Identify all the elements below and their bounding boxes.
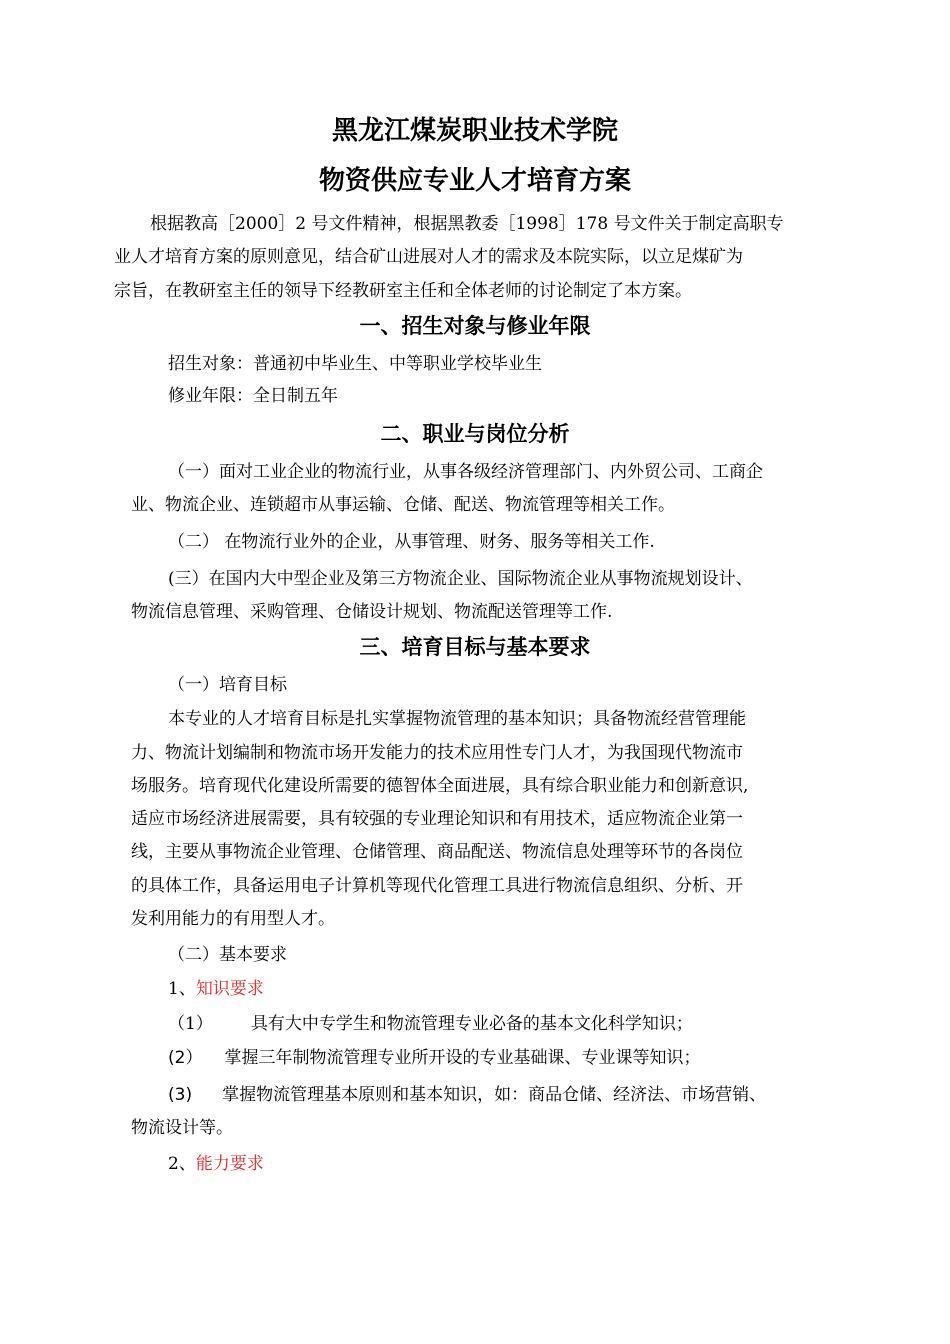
knowledge-item-text: 具有大中专学生和物流管理专业必备的基本文化科学知识； xyxy=(250,1014,693,1034)
knowledge-item-3 xyxy=(168,1082,766,1108)
goal-label: （一）培育目标 xyxy=(168,675,287,695)
knowledge-item-text: 掌握物流管理基本原则和基本知识，如：商品仓储、经济法、市场营销、 xyxy=(222,1085,767,1105)
knowledge-item-num: （1） xyxy=(168,1014,213,1034)
career-item-3-cont: 物流信息管理、采购管理、仓储设计规划、物流配送管理等工作. xyxy=(131,602,613,622)
goal-text-line: 适应市场经济进展需要，具有较强的专业理论知识和有用技术，适应物流企业第一 xyxy=(131,809,743,829)
knowledge-heading xyxy=(168,976,264,1002)
career-item-3: (三）在国内大中型企业及第三方物流企业、国际物流企业从事物流规划设计、 xyxy=(168,569,753,589)
ability-heading xyxy=(168,1151,264,1177)
goal-text-line: 的具体工作，具备运用电子计算机等现代化管理工具进行物流信息组织、分析、开 xyxy=(131,876,743,896)
goal-text-line: 线，主要从事物流企业管理、仓储管理、商品配送、物流信息处理等环节的各岗位 xyxy=(131,842,743,862)
study-duration: 修业年限：全日制五年 xyxy=(168,386,338,406)
knowledge-item-2 xyxy=(168,1045,700,1071)
knowledge-item-text: 掌握三年制物流管理专业所开设的专业基础课、专业课等知识； xyxy=(224,1048,701,1068)
section-heading-enrollment: 一、招生对象与修业年限 xyxy=(359,313,591,338)
career-item-2: （二） 在物流行业外的企业，从事管理、财务、服务等相关工作. xyxy=(168,532,655,552)
knowledge-label: 知识要求 xyxy=(195,979,264,999)
goal-text-line: 力、物流计划编制和物流市场开发能力的技术应用性专门人才，为我国现代物流市 xyxy=(131,743,743,763)
knowledge-item-1 xyxy=(168,1011,693,1037)
ability-num: 2、 xyxy=(168,1154,196,1174)
knowledge-item-3-cont: 物流设计等。 xyxy=(131,1118,233,1138)
career-item-1-cont: 业、物流企业、连锁超市从事运输、仓储、配送、物流管理等相关工作。 xyxy=(131,495,675,515)
intro-line: 宗旨，在教研室主任的领导下经教研室主任和全体老师的讨论制定了本方案。 xyxy=(114,281,692,301)
knowledge-item-num: (3) xyxy=(168,1085,193,1105)
section-heading-goals: 三、培育目标与基本要求 xyxy=(359,634,591,659)
intro-line: 业人才培育方案的原则意见，结合矿山进展对人才的需求及本院实际，以立足煤矿为 xyxy=(114,247,743,267)
section-heading-career: 二、职业与岗位分析 xyxy=(380,421,570,446)
goal-text-line: 本专业的人才培育目标是扎实掌握物流管理的基本知识；具备物流经营管理能 xyxy=(168,709,746,729)
intro-line: 根据教高［2000］2 号文件精神，根据黑教委［1998］178 号文件关于制定高职专 xyxy=(150,214,784,234)
enrollment-target: 招生对象：普通初中毕业生、中等职业学校毕业生 xyxy=(168,354,542,374)
career-item-1: （一）面对工业企业的物流行业，从事各级经济管理部门、内外贸公司、工商企 xyxy=(168,462,763,482)
title-program: 物资供应专业人才培育方案 xyxy=(318,166,631,196)
knowledge-item-num: (2） xyxy=(168,1048,203,1068)
title-institution: 黑龙江煤炭职业技术学院 xyxy=(331,116,618,146)
goal-text-line: 场服务。培育现代化建设所需要的德智体全面进展，具有综合职业能力和创新意识, xyxy=(131,776,749,796)
requirements-label: （二）基本要求 xyxy=(168,945,287,965)
knowledge-num: 1、 xyxy=(168,979,196,999)
goal-text-line: 发利用能力的有用型人才。 xyxy=(131,909,335,929)
ability-label: 能力要求 xyxy=(195,1154,264,1174)
